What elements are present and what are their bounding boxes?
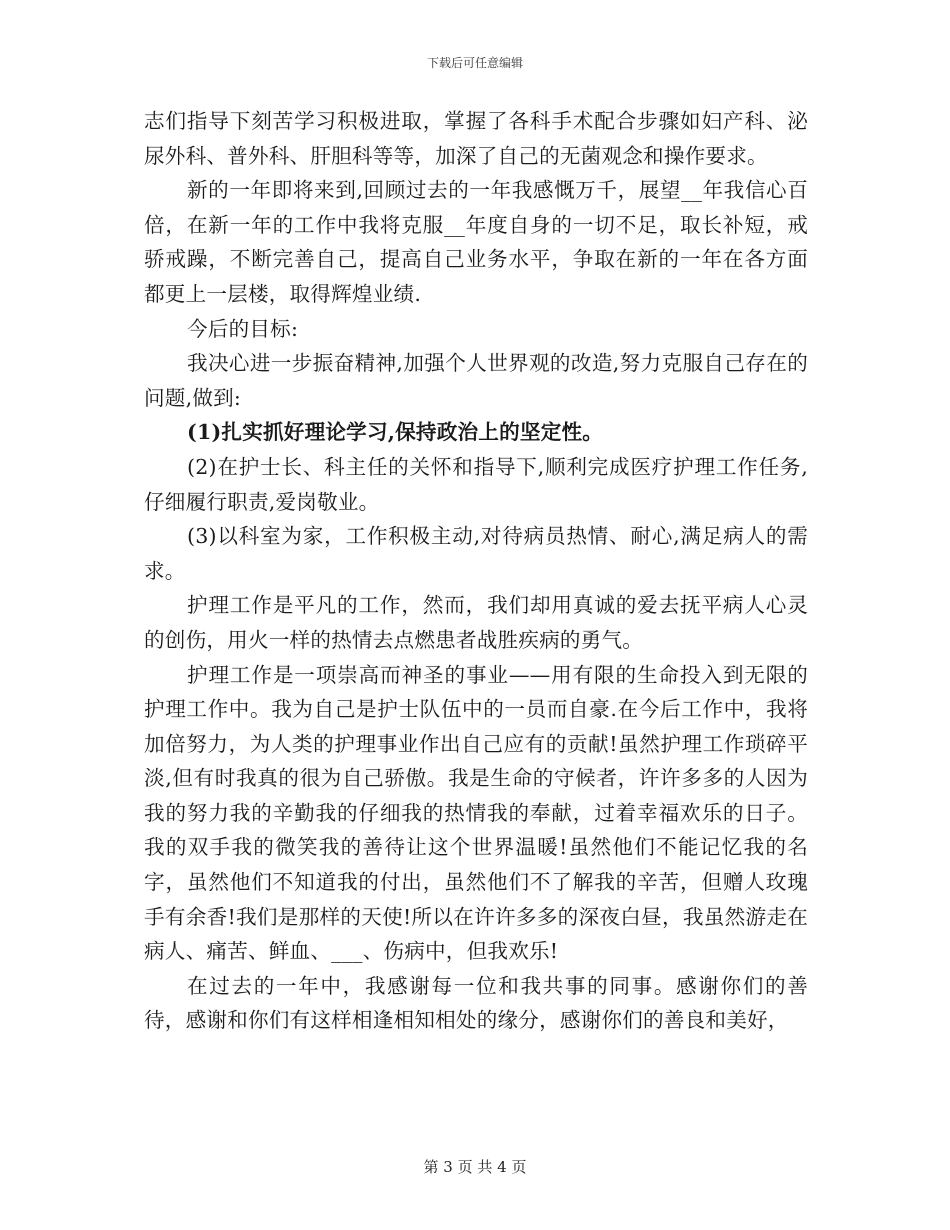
paragraph-3: 今后的目标: (187, 316, 299, 341)
paragraph-1: 志们指导下刻苦学习积极进取，掌握了各科手术配合步骤如妇产科、泌尿外科、普外科、肝胆科等等，加深了自己的无菌观念和操作要求。 (144, 109, 808, 168)
paragraph-8: 护理工作是平凡的工作，然而，我们却用真诚的爱去抚平病人心灵的创伤，用火一样的热情去点燃患者战胜疾病的勇气。 (144, 593, 808, 652)
page-number: 第 3 页 共 4 页 (423, 1158, 527, 1176)
document-body (144, 104, 808, 1038)
paragraph-6: (2)在护士长、科主任的关怀和指导下,顺利完成医疗护理工作任务,仔细履行职责,爱岗敬业。 (144, 454, 808, 514)
paragraph-9: 护理工作是一项崇高而神圣的事业——用有限的生命投入到无限的护理工作中。我为自己是护士队伍中的一员而自豪.在今后工作中，我将加倍努力，为人类的护理事业作出自己应有的贡献!虽然护理工作琐碎平淡,但有时我真的很为自己骄傲。我是生命的守候者，许许多多的人因为我的努力我的辛勤我的仔细我的热情我的奉献，过着幸福欢乐的日子。我的双手我的微笑我的善待让这个世界温暖!虽然他们不能记忆我的名字，虽然他们不知道我的付出，虽然他们不了解我的辛苦，但赠人玫瑰手有余香!我们是那样的天使!所以在许许多多的深夜白昼，我虽然游走在病人、痛苦、鲜血、___、伤病中，但我欢乐! (144, 662, 808, 964)
paragraph-5: (1)扎实抓好理论学习,保持政治上的坚定性。 (187, 420, 604, 445)
paragraph-2: 新的一年即将来到,回顾过去的一年我感慨万千，展望__年我信心百倍，在新一年的工作中我将克服__年度自身的一切不足，取长补短，戒骄戒躁，不断完善自己，提高自己业务水平，争取在新的一年在各方面都更上一层楼，取得辉煌业绩. (144, 178, 808, 306)
paragraph-4: 我决心进一步振奋精神,加强个人世界观的改造,努力克服自己存在的问题,做到: (144, 351, 808, 410)
paragraph-7: (3)以科室为家，工作积极主动,对待病员热情、耐心,满足病人的需求。 (144, 524, 808, 583)
paragraph-10: 在过去的一年中，我感谢每一位和我共事的同事。感谢你们的善待，感谢和你们有这样相逢相知相处的缘分，感谢你们的善良和美好， (144, 973, 808, 1033)
page-header-note: 下载后可任意编辑 (426, 56, 523, 70)
